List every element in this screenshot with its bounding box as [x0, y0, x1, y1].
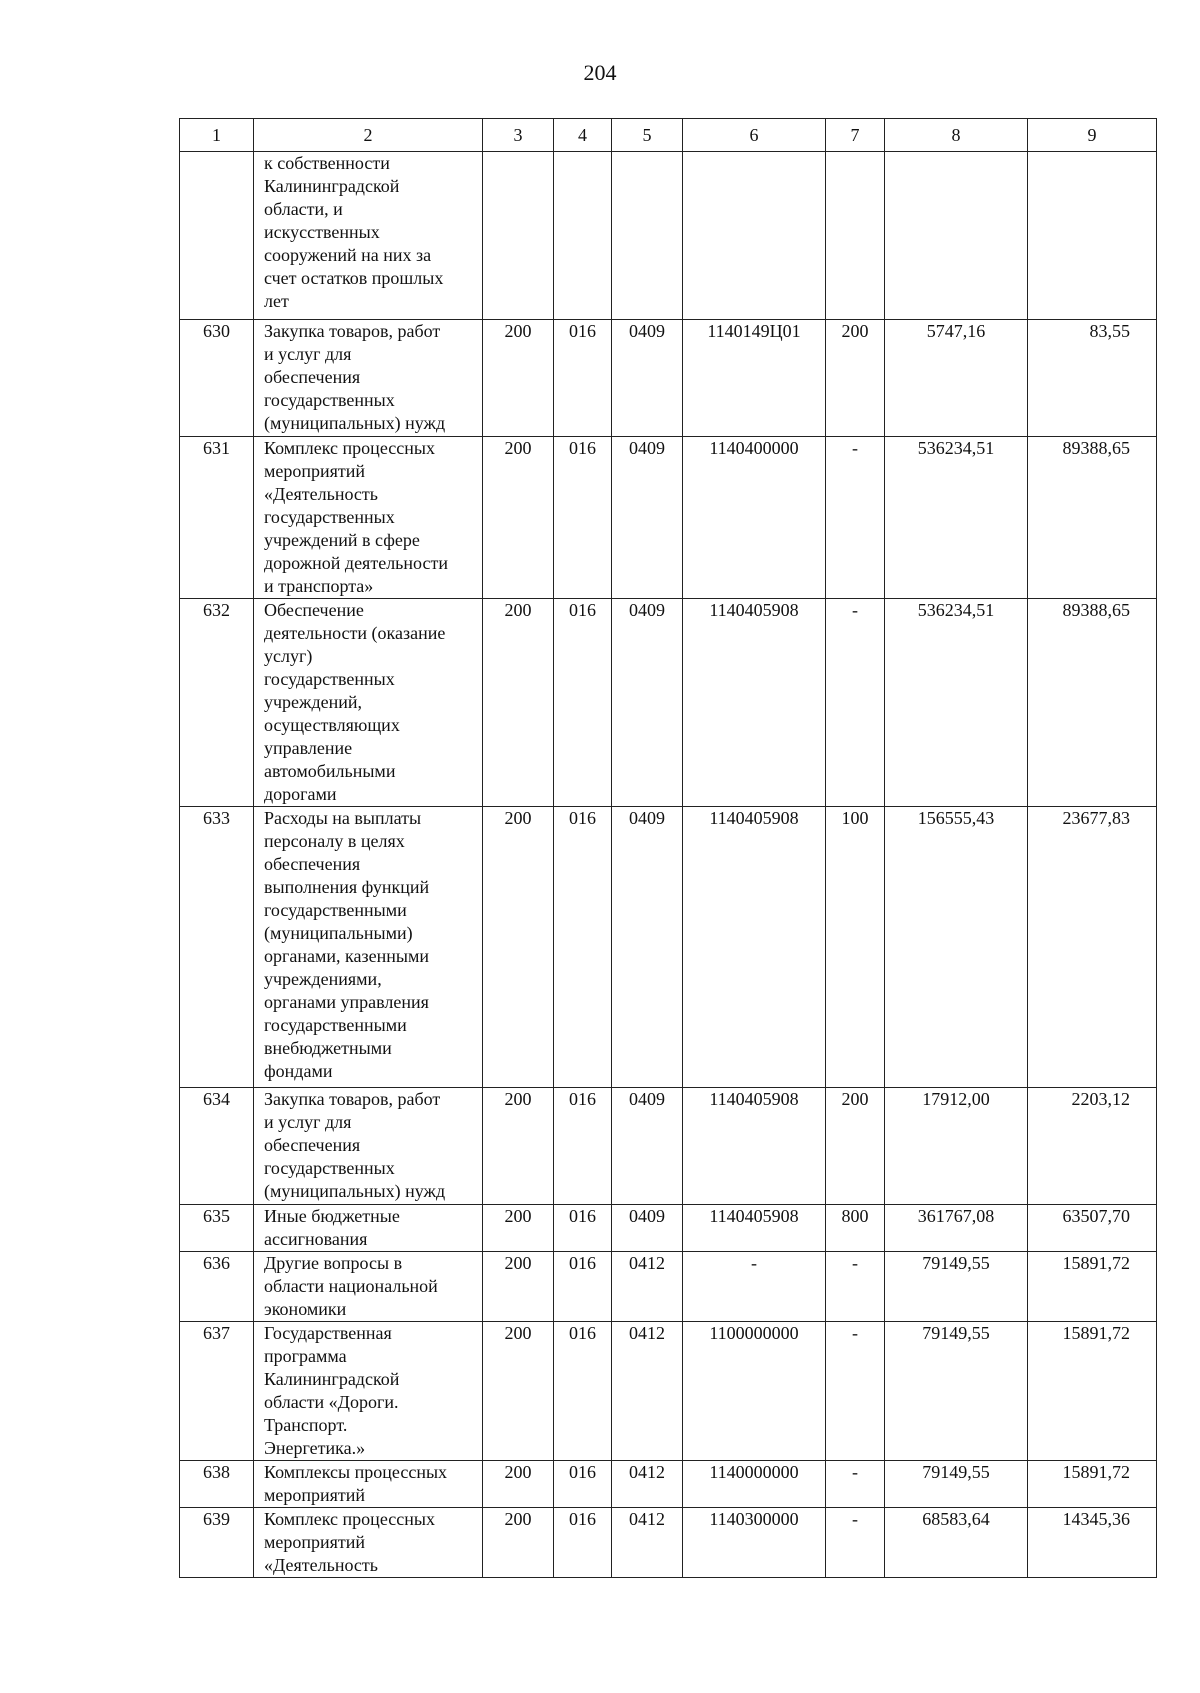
row-number-cell: 634 [180, 1088, 254, 1205]
code-3-cell: 200 [483, 1508, 554, 1578]
target-article-cell: 1100000000 [683, 1322, 826, 1461]
budget-table [179, 118, 1157, 1578]
header-cell: 1 [180, 119, 254, 152]
section-code-cell: 0409 [612, 1088, 683, 1205]
row-number-cell: 632 [180, 599, 254, 807]
item-name-cell: Комплекс процессных мероприятий «Деятельность [254, 1508, 483, 1578]
amount-8-cell: 79149,55 [885, 1322, 1028, 1461]
amount-8-cell: 68583,64 [885, 1508, 1028, 1578]
code-4-cell: 016 [554, 599, 612, 807]
code-3-cell [483, 152, 554, 320]
section-code-cell: 0409 [612, 1205, 683, 1252]
target-article-cell: - [683, 1252, 826, 1322]
table-row [180, 1088, 1157, 1205]
expense-type-cell: 800 [826, 1205, 885, 1252]
row-number-cell: 639 [180, 1508, 254, 1578]
item-name-cell: Закупка товаров, работ и услуг для обеспечения государственных (муниципальных) нужд [254, 320, 483, 437]
section-code-cell: 0409 [612, 437, 683, 599]
amount-8-cell: 536234,51 [885, 437, 1028, 599]
amount-9-cell: 15891,72 [1028, 1461, 1157, 1508]
target-article-cell: 1140400000 [683, 437, 826, 599]
header-cell: 4 [554, 119, 612, 152]
target-article-cell: 1140300000 [683, 1508, 826, 1578]
target-article-cell [683, 152, 826, 320]
amount-8-cell: 5747,16 [885, 320, 1028, 437]
code-4-cell: 016 [554, 1252, 612, 1322]
expense-type-cell: - [826, 1508, 885, 1578]
table-row [180, 599, 1157, 807]
amount-8-cell: 156555,43 [885, 807, 1028, 1088]
section-code-cell: 0409 [612, 599, 683, 807]
amount-8-cell: 361767,08 [885, 1205, 1028, 1252]
code-4-cell: 016 [554, 437, 612, 599]
code-3-cell: 200 [483, 1088, 554, 1205]
section-code-cell: 0412 [612, 1508, 683, 1578]
table-row [180, 1508, 1157, 1578]
table-body [180, 119, 1157, 1578]
table-row [180, 807, 1157, 1088]
code-3-cell: 200 [483, 1322, 554, 1461]
code-3-cell: 200 [483, 437, 554, 599]
code-4-cell: 016 [554, 1088, 612, 1205]
table-row [180, 320, 1157, 437]
target-article-cell: 1140405908 [683, 807, 826, 1088]
section-code-cell: 0409 [612, 320, 683, 437]
target-article-cell: 1140405908 [683, 599, 826, 807]
header-row [180, 119, 1157, 152]
table-row [180, 152, 1157, 320]
expense-type-cell: - [826, 1461, 885, 1508]
item-name-cell: к собственности Калининградской области, и искусственных сооружений на них за счет остатков прошлых лет [254, 152, 483, 320]
code-3-cell: 200 [483, 1205, 554, 1252]
amount-9-cell: 15891,72 [1028, 1322, 1157, 1461]
row-number-cell: 637 [180, 1322, 254, 1461]
code-4-cell: 016 [554, 1205, 612, 1252]
header-cell: 3 [483, 119, 554, 152]
row-number-cell: 633 [180, 807, 254, 1088]
code-3-cell: 200 [483, 320, 554, 437]
amount-9-cell: 89388,65 [1028, 599, 1157, 807]
amount-9-cell: 63507,70 [1028, 1205, 1157, 1252]
item-name-cell: Закупка товаров, работ и услуг для обеспечения государственных (муниципальных) нужд [254, 1088, 483, 1205]
target-article-cell: 1140000000 [683, 1461, 826, 1508]
amount-8-cell: 536234,51 [885, 599, 1028, 807]
expense-type-cell: 200 [826, 320, 885, 437]
code-4-cell: 016 [554, 320, 612, 437]
code-4-cell: 016 [554, 807, 612, 1088]
header-cell: 8 [885, 119, 1028, 152]
header-cell: 7 [826, 119, 885, 152]
expense-type-cell [826, 152, 885, 320]
page-number: 204 [583, 60, 617, 85]
section-code-cell: 0412 [612, 1322, 683, 1461]
section-code-cell: 0412 [612, 1252, 683, 1322]
expense-type-cell: - [826, 599, 885, 807]
amount-9-cell: 89388,65 [1028, 437, 1157, 599]
amount-8-cell [885, 152, 1028, 320]
amount-8-cell: 79149,55 [885, 1461, 1028, 1508]
table-row [180, 1252, 1157, 1322]
item-name-cell: Государственная программа Калининградской области «Дороги. Транспорт. Энергетика.» [254, 1322, 483, 1461]
code-4-cell [554, 152, 612, 320]
amount-8-cell: 79149,55 [885, 1252, 1028, 1322]
amount-9-cell: 2203,12 [1028, 1088, 1157, 1205]
expense-type-cell: 200 [826, 1088, 885, 1205]
code-4-cell: 016 [554, 1508, 612, 1578]
target-article-cell: 1140149Ц01 [683, 320, 826, 437]
amount-9-cell: 83,55 [1028, 320, 1157, 437]
row-number-cell: 636 [180, 1252, 254, 1322]
table-row [180, 1322, 1157, 1461]
section-code-cell: 0412 [612, 1461, 683, 1508]
item-name-cell: Иные бюджетные ассигнования [254, 1205, 483, 1252]
row-number-cell: 630 [180, 320, 254, 437]
item-name-cell: Комплекс процессных мероприятий «Деятельность государственных учреждений в сфере дорожной деятельности и транспорта» [254, 437, 483, 599]
code-3-cell: 200 [483, 807, 554, 1088]
code-4-cell: 016 [554, 1322, 612, 1461]
section-code-cell: 0409 [612, 807, 683, 1088]
expense-type-cell: - [826, 1322, 885, 1461]
row-number-cell: 635 [180, 1205, 254, 1252]
expense-type-cell: - [826, 1252, 885, 1322]
table-row [180, 437, 1157, 599]
target-article-cell: 1140405908 [683, 1088, 826, 1205]
code-3-cell: 200 [483, 1252, 554, 1322]
header-cell: 6 [683, 119, 826, 152]
expense-type-cell: 100 [826, 807, 885, 1088]
code-3-cell: 200 [483, 1461, 554, 1508]
target-article-cell: 1140405908 [683, 1205, 826, 1252]
header-cell: 2 [254, 119, 483, 152]
table-row [180, 1205, 1157, 1252]
row-number-cell: 638 [180, 1461, 254, 1508]
item-name-cell: Расходы на выплаты персоналу в целях обеспечения выполнения функций государственными (муниципальными) органами, казенными учреждениями, органами управления государственными внебюджетными фондами [254, 807, 483, 1088]
item-name-cell: Другие вопросы в области национальной экономики [254, 1252, 483, 1322]
header-cell: 9 [1028, 119, 1157, 152]
row-number-cell: 631 [180, 437, 254, 599]
amount-9-cell: 14345,36 [1028, 1508, 1157, 1578]
code-4-cell: 016 [554, 1461, 612, 1508]
section-code-cell [612, 152, 683, 320]
amount-9-cell: 15891,72 [1028, 1252, 1157, 1322]
item-name-cell: Комплексы процессных мероприятий [254, 1461, 483, 1508]
code-3-cell: 200 [483, 599, 554, 807]
amount-9-cell: 23677,83 [1028, 807, 1157, 1088]
item-name-cell: Обеспечение деятельности (оказание услуг) государственных учреждений, осуществляющих управление автомобильными дорогами [254, 599, 483, 807]
row-number-cell [180, 152, 254, 320]
table-row [180, 1461, 1157, 1508]
amount-9-cell [1028, 152, 1157, 320]
header-cell: 5 [612, 119, 683, 152]
amount-8-cell: 17912,00 [885, 1088, 1028, 1205]
expense-type-cell: - [826, 437, 885, 599]
